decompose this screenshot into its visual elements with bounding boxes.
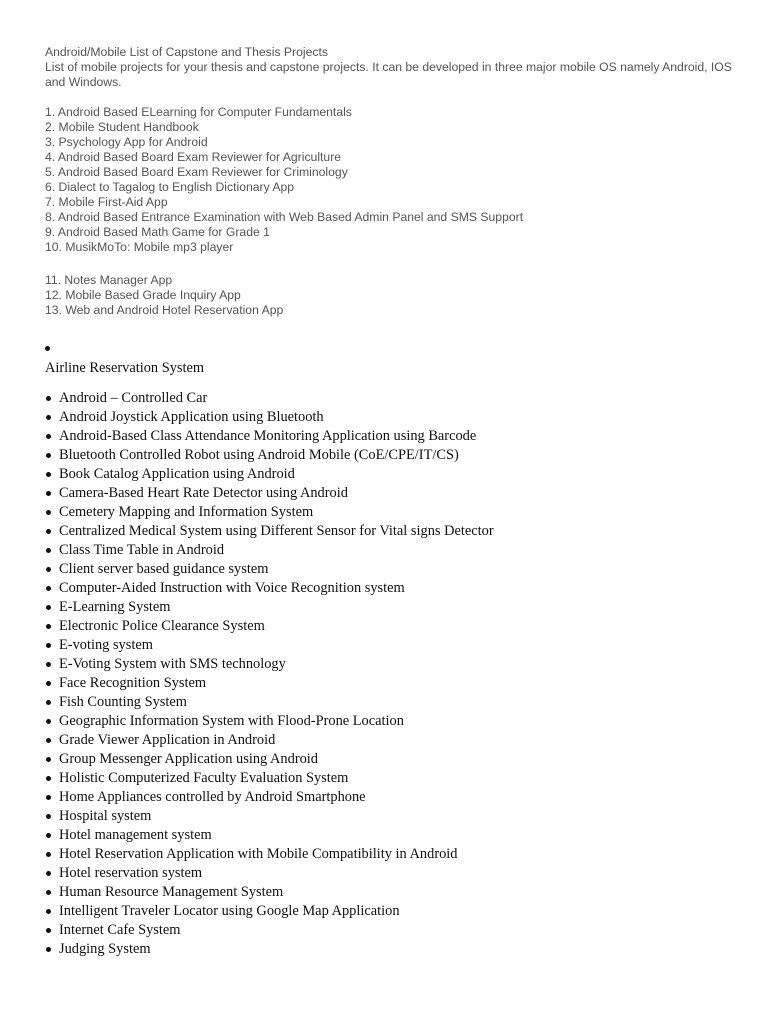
bullet-list-item [45,788,735,807]
bullet-dot [46,605,51,610]
list-item-text: 13. Web and Android Hotel Reservation App [45,303,284,317]
bullet-dot [46,814,51,819]
list-item-text: 3. Psychology App for Android [45,135,208,149]
bullet-dot [46,719,51,724]
list-item-text: 4. Android Based Board Exam Reviewer for Agriculture [45,150,342,164]
list-item-text: Book Catalog Application using Android [59,466,295,482]
bullet-list-item [45,503,735,522]
bullet-dot [46,643,51,648]
list-item-text: 11. Notes Manager App [45,273,173,287]
bullet-list-item [45,465,735,484]
list-item-text: Class Time Table in Android [59,542,225,558]
bullet-list-item [45,522,735,541]
bullet-list-item [45,598,735,617]
list-item-text: Home Appliances controlled by Android Smartphone [59,789,366,805]
bullet-dot [46,681,51,686]
bullet-dot [46,890,51,895]
bullet-dot [46,529,51,534]
list-item-text: Fish Counting System [59,694,187,710]
intro-block [45,45,735,90]
bullet-list-item [45,617,735,636]
bullet-list-item [45,655,735,674]
bullet-dot [46,453,51,458]
bullet-dot [46,738,51,743]
bullet-dot [46,909,51,914]
bullet-list-item [45,921,735,940]
bullet-dot [46,795,51,800]
empty-bullet-item [45,340,735,356]
list-item-text: 5. Android Based Board Exam Reviewer for Criminology [45,165,348,179]
numbered-list-item [45,288,735,303]
list-item-text: Client server based guidance system [59,561,269,577]
list-item-text: Face Recognition System [59,675,207,691]
list-item-text: Holistic Computerized Faculty Evaluation System [59,770,349,786]
bullet-list-item [45,636,735,655]
bullet-dot [46,871,51,876]
intro-paragraph: List of mobile projects for your thesis and capstone projects. It can be developed in three major mobile OS namely Android, IOS and Windows. [45,60,732,89]
list-item-text: 12. Mobile Based Grade Inquiry App [45,288,241,302]
bullet-list-item [45,750,735,769]
list-item-text: 8. Android Based Entrance Examination with Web Based Admin Panel and SMS Support [45,210,524,224]
list-item-text: E-Voting System with SMS technology [59,656,286,672]
bullet-dot [46,567,51,572]
bullet-list-item [45,674,735,693]
bullet-dot [46,700,51,705]
numbered-list-item [45,150,735,165]
list-item-text: 1. Android Based ELearning for Computer Fundamentals [45,105,352,119]
list-item-text: 10. MusikMoTo: Mobile mp3 player [45,240,234,254]
list-item-text: Hotel reservation system [59,865,203,881]
numbered-list-item [45,273,735,288]
bullet-list-item [45,807,735,826]
list-item-text: E-voting system [59,637,153,653]
list-item-text: Hospital system [59,808,152,824]
bullet-dot [46,624,51,629]
bullet-project-list [45,389,735,959]
list-item-text: E-Learning System [59,599,171,615]
bullet-dot [46,548,51,553]
list-item-text: Grade Viewer Application in Android [59,732,276,748]
document-title: Android/Mobile List of Capstone and Thesis Projects [45,45,328,59]
list-item-text: Android Joystick Application using Bluetooth [59,409,324,425]
bullet-list-item [45,712,735,731]
bullet-list-item [45,845,735,864]
list-item-text: Intelligent Traveler Locator using Google Map Application [59,903,400,919]
list-item-text: Human Resource Management System [59,884,284,900]
numbered-list-item [45,195,735,210]
numbered-project-list-2 [45,273,735,318]
bullet-list-item [45,389,735,408]
numbered-project-list-1 [45,105,735,255]
bullet-list-item [45,883,735,902]
bullet-dot [46,415,51,420]
bullet-dot [46,586,51,591]
bullet-list-item [45,579,735,598]
list-item-text: Cemetery Mapping and Information System [59,504,314,520]
bullet-dot [45,346,50,351]
bullet-dot [46,852,51,857]
bullet-list-item [45,560,735,579]
numbered-list-item [45,180,735,195]
list-item-text: Hotel management system [59,827,212,843]
bullet-dot [46,491,51,496]
list-item-text: Centralized Medical System using Different Sensor for Vital signs Detector [59,523,494,539]
numbered-list-item [45,120,735,135]
list-item-text: Group Messenger Application using Android [59,751,319,767]
bullet-list-item [45,484,735,503]
bullet-dot [46,396,51,401]
bullet-list-item [45,864,735,883]
bullet-list-item [45,446,735,465]
bullet-list-item [45,940,735,959]
bullet-dot [46,472,51,477]
list-item-text: 7. Mobile First-Aid App [45,195,168,209]
list-item-text: 9. Android Based Math Game for Grade 1 [45,225,270,239]
list-item-text: Geographic Information System with Flood-Prone Location [59,713,404,729]
bullet-dot [46,776,51,781]
bullet-list-item [45,769,735,788]
bullet-dot [46,662,51,667]
bullet-list-item [45,408,735,427]
numbered-list-item [45,240,735,255]
bullet-dot [46,434,51,439]
numbered-list-item [45,135,735,150]
numbered-list-item [45,225,735,240]
bullet-list-item [45,731,735,750]
bullet-dot [46,928,51,933]
list-item-text: Bluetooth Controlled Robot using Android Mobile (CoE/CPE/IT/CS) [59,447,459,463]
bullet-list-item [45,541,735,560]
list-item-text: Judging System [59,941,151,957]
list-item-text: Hotel Reservation Application with Mobile Compatibility in Android [59,846,458,862]
bullet-list-item [45,427,735,446]
bullet-dot [46,947,51,952]
list-item-text: Android-Based Class Attendance Monitoring Application using Barcode [59,428,477,444]
list-item-text: Camera-Based Heart Rate Detector using Android [59,485,348,501]
bullet-list-item [45,826,735,845]
numbered-list-item [45,303,735,318]
bullet-dot [46,833,51,838]
list-item-text: Internet Cafe System [59,922,181,938]
list-item-text: Computer-Aided Instruction with Voice Recognition system [59,580,405,596]
section-title: Airline Reservation System [45,360,205,376]
numbered-list-item [45,210,735,225]
bullet-dot [46,510,51,515]
list-item-text: Electronic Police Clearance System [59,618,265,634]
numbered-list-item [45,165,735,180]
bullet-dot [46,757,51,762]
list-item-text: 2. Mobile Student Handbook [45,120,199,134]
numbered-list-item [45,105,735,120]
document-page [45,45,735,959]
list-item-text: Android – Controlled Car [59,390,208,406]
list-item-text: 6. Dialect to Tagalog to English Dictionary App [45,180,295,194]
bullet-list-item [45,693,735,712]
bullet-list-item [45,902,735,921]
